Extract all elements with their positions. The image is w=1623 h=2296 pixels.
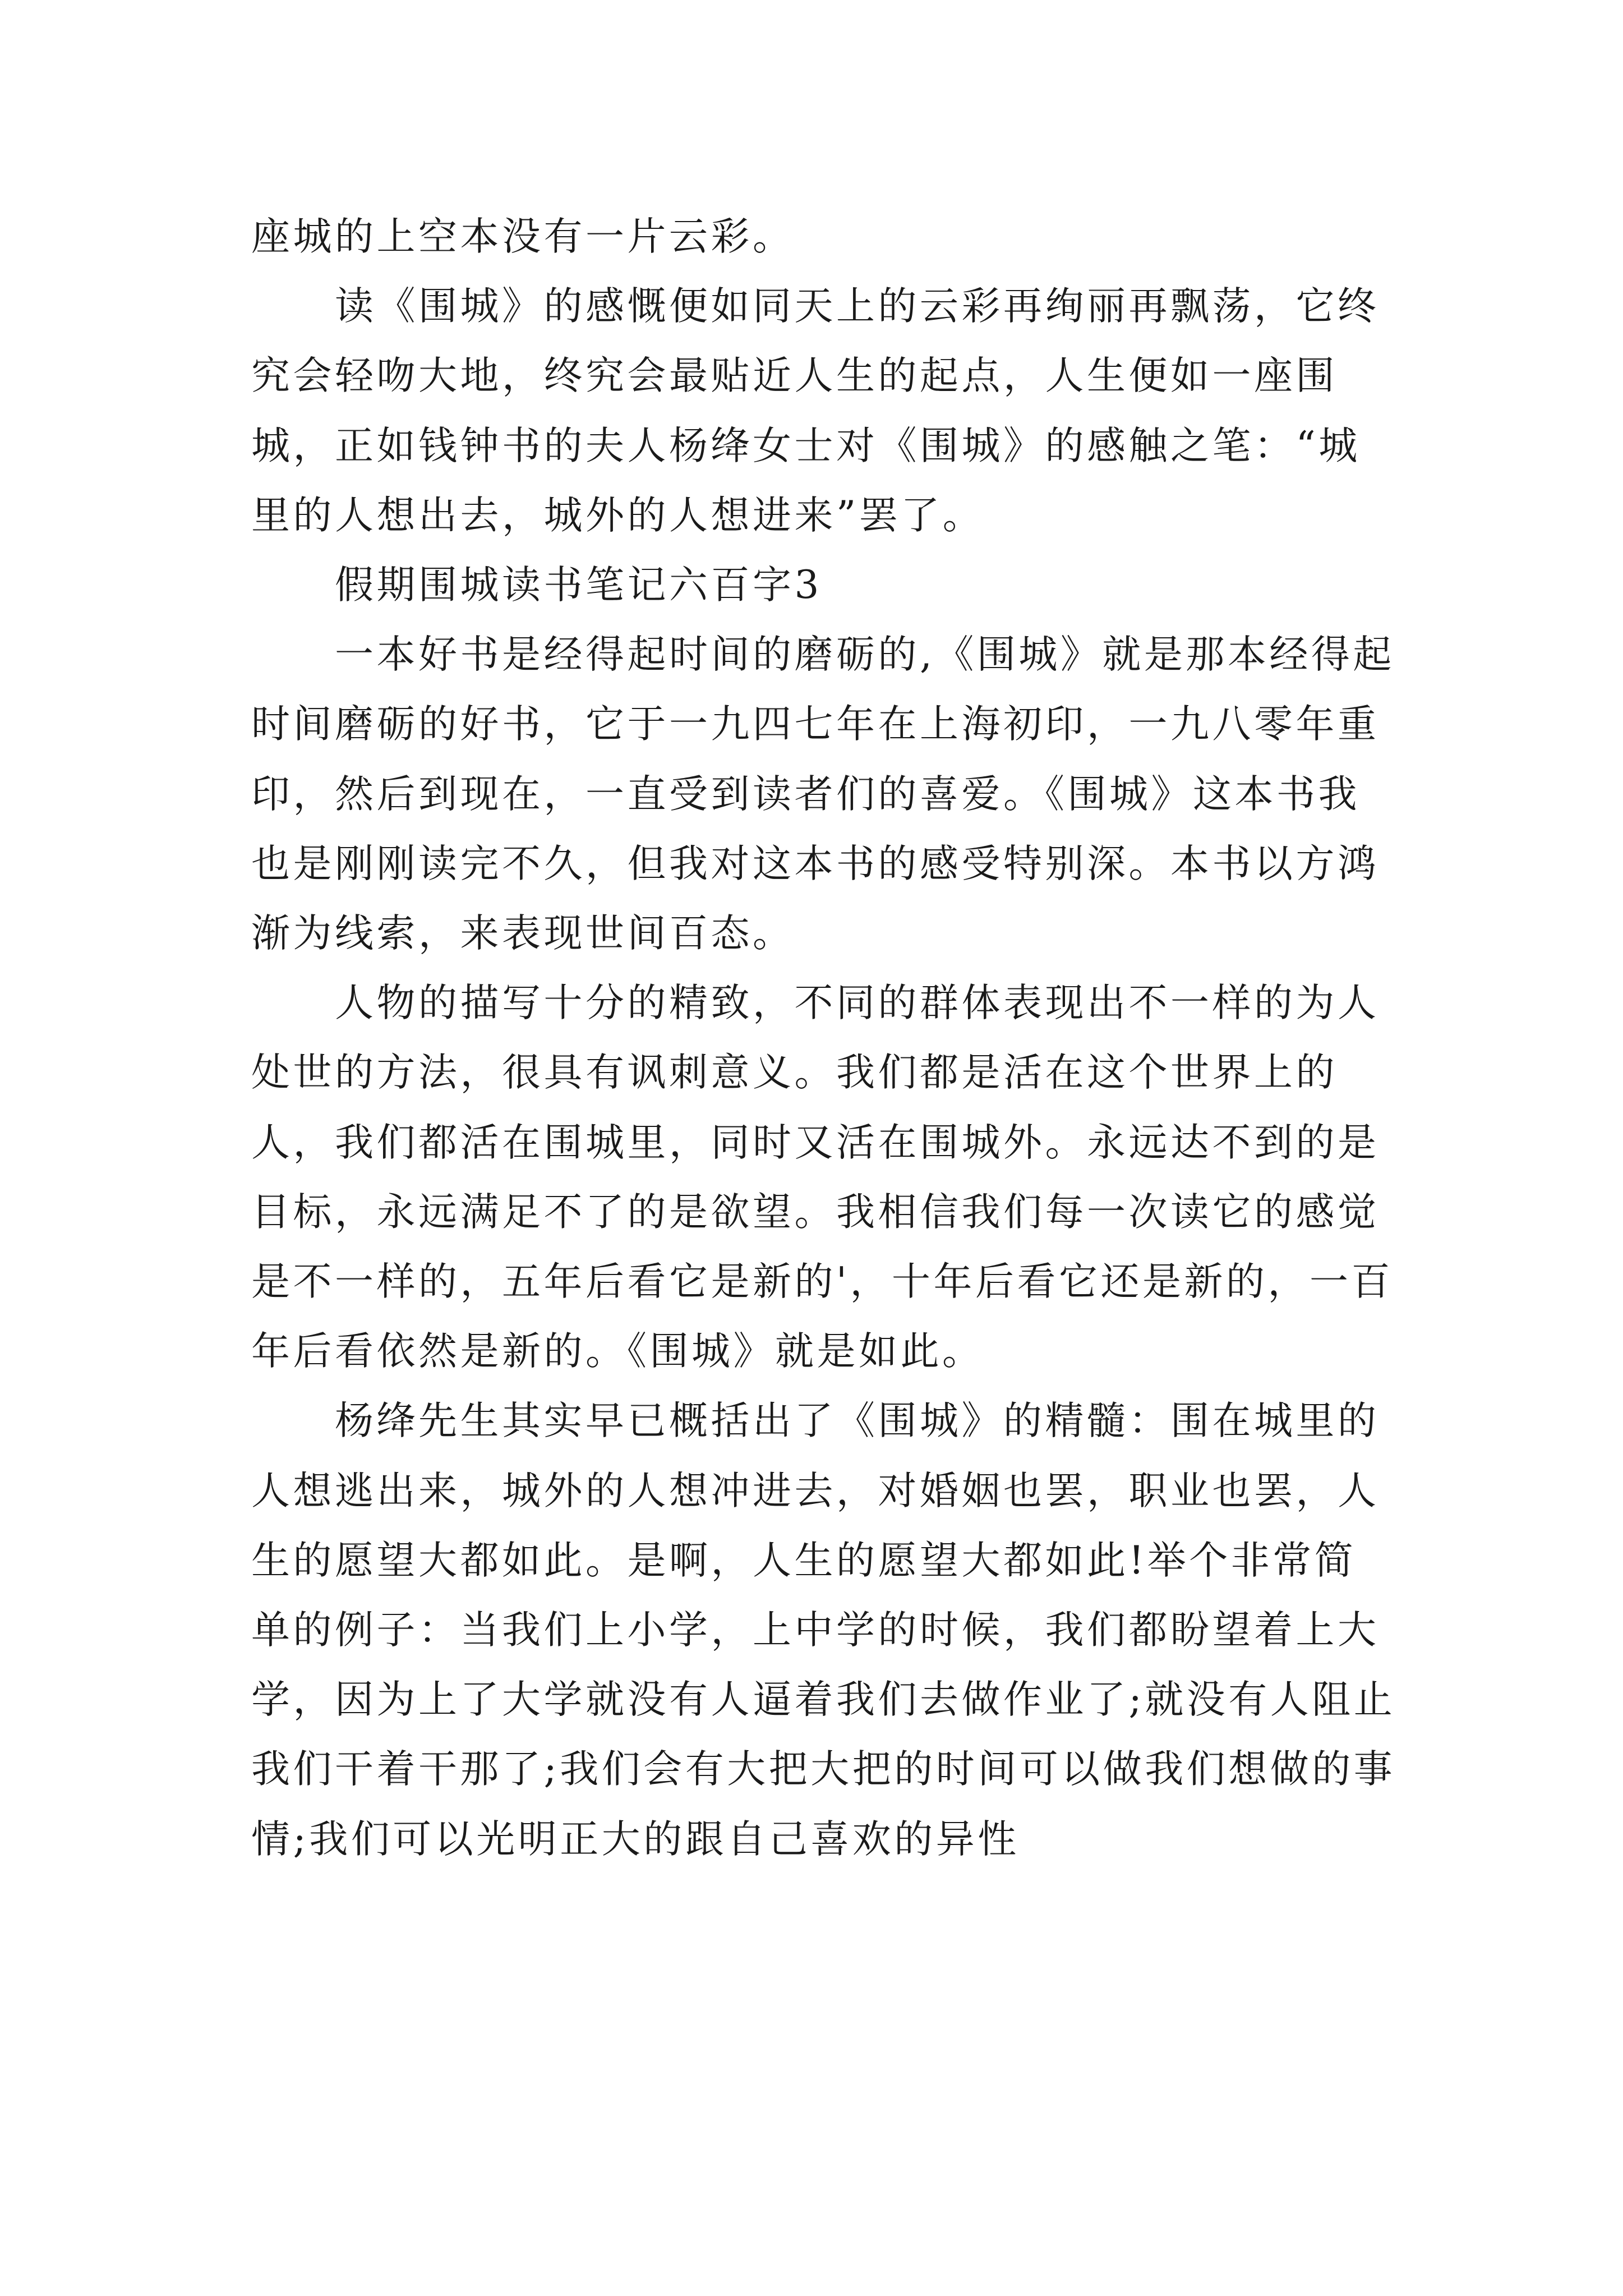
- paragraph-4: 一本好书是经得起时间的磨砺的,《围城》就是那本经得起时间磨砺的好书，它于一九四七年在上海初印，一九八零年重印，然后到现在，一直受到读者们的喜爱。《围城》这本书我也是刚刚读完不久，但我对这本书的感受特别深。本书以方鸿渐为线索，来表现世间百态。: [251, 632, 1395, 956]
- paragraph-1: 座城的上空本没有一片云彩。: [251, 214, 795, 259]
- paragraph-5: 人物的描写十分的精致，不同的群体表现出不一样的为人处世的方法，很具有讽刺意义。我们都是活在这个世界上的人，我们都活在围城里，同时又活在围城外。永远达不到的是目标，永远满足不了的是欲望。我相信我们每一次读它的感觉是不一样的，五年后看它是新的'，十年后看它还是新的，一百年后看依然是新的。《围城》就是如此。: [251, 981, 1393, 1374]
- document-body: [251, 202, 1398, 1874]
- paragraph-6: 杨绛先生其实早已概括出了《围城》的精髓：围在城里的人想逃出来，城外的人想冲进去，对婚姻也罢，职业也罢，人生的愿望大都如此。是啊，人生的愿望大都如此!举个非常简单的例子：当我们上小学，上中学的时候，我们都盼望着上大学，因为上了大学就没有人逼着我们去做作业了;就没有人阻止我们干着干那了;我们会有大把大把的时间可以做我们想做的事情;我们可以光明正大的跟自己喜欢的异性: [251, 1398, 1396, 1862]
- paragraph-2: 读《围城》的感慨便如同天上的云彩再绚丽再飘荡，它终究会轻吻大地，终究会最贴近人生的起点，人生便如一座围城，正如钱钟书的夫人杨绛女士对《围城》的感触之笔：“城里的人想出去，城外的人想进来”罢了。: [251, 284, 1380, 538]
- section-heading: 假期围城读书笔记六百字3: [335, 563, 822, 608]
